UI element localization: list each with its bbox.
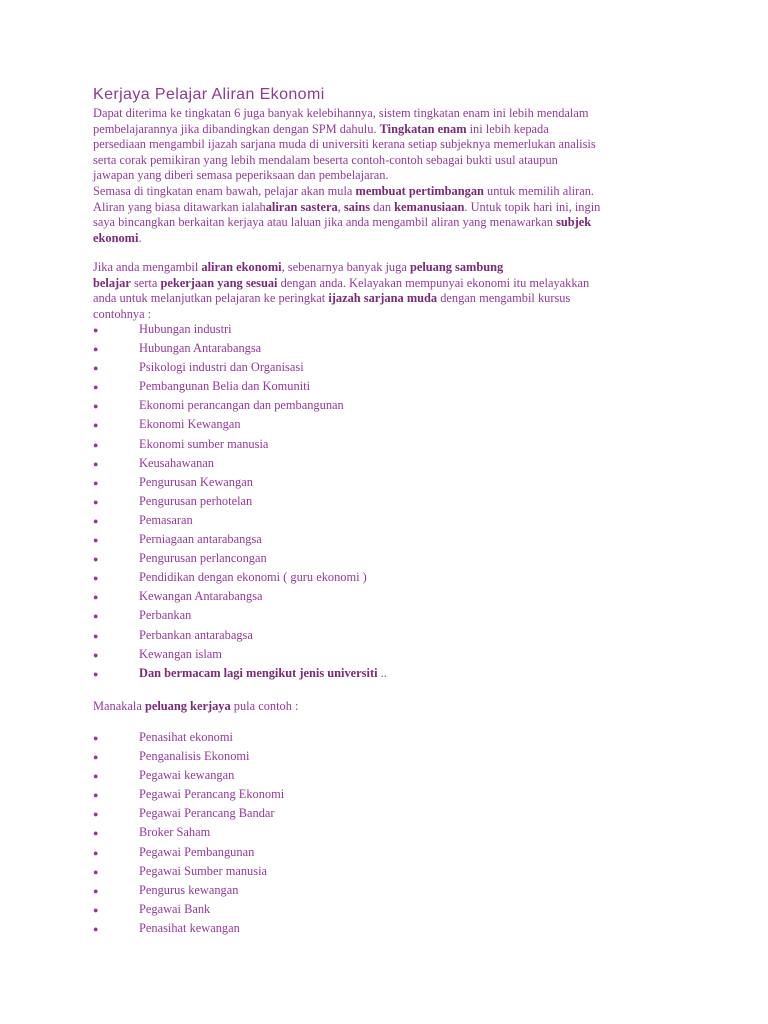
list-item-text: Ekonomi perancangan dan pembangunan xyxy=(139,398,344,413)
career-list xyxy=(93,728,284,938)
list-item xyxy=(93,587,387,606)
bullet-icon: ● xyxy=(93,752,99,763)
list-item xyxy=(93,881,284,900)
list-item xyxy=(93,626,387,645)
emphasis-text: kemanusiaan xyxy=(394,199,465,214)
body-text: dengan anda. Kelayakan mempunyai ekonomi itu melayakkan xyxy=(277,275,590,290)
bullet-icon: ● xyxy=(93,344,99,355)
page-title: Kerjaya Pelajar Aliran Ekonomi xyxy=(93,86,325,103)
bullet-icon: ● xyxy=(93,809,99,820)
list-item-text: Pegawai Perancang Ekonomi xyxy=(139,787,285,802)
course-list xyxy=(93,320,387,683)
list-item xyxy=(93,568,387,587)
body-text: Aliran yang biasa ditawarkan ialah xyxy=(93,199,266,214)
list-item-text: Pendidikan dengan ekonomi ( guru ekonomi ) xyxy=(139,570,367,585)
bullet-icon: ● xyxy=(93,325,99,335)
list-item-text: Ekonomi sumber manusia xyxy=(139,436,269,451)
bullet-icon: ● xyxy=(93,866,99,877)
list-item-text: Pegawai kewangan xyxy=(139,768,235,783)
bullet-icon: ● xyxy=(93,828,99,839)
body-text: pembelajarannya jika dibandingkan dengan SPM dahulu. xyxy=(93,121,380,136)
body-text: pula contoh : xyxy=(230,699,299,713)
list-item-text: Kewangan islam xyxy=(139,646,222,661)
list-item-text: Perbankan antarabagsa xyxy=(139,627,253,642)
emphasis-text: Tingkatan enam xyxy=(379,121,467,136)
list-item-text: Penganalisis Ekonomi xyxy=(139,749,250,764)
list-item xyxy=(93,804,284,823)
list-item-text: Perbankan xyxy=(139,608,192,623)
list-item-text: Kewangan Antarabangsa xyxy=(139,589,263,604)
list-item-text: Hubungan Antarabangsa xyxy=(139,341,262,356)
bullet-icon: ● xyxy=(93,496,99,507)
intro-paragraph xyxy=(93,106,600,246)
bullet-icon: ● xyxy=(93,923,99,934)
list-item xyxy=(93,862,284,881)
bullet-icon: ● xyxy=(93,611,99,622)
list-item-text: Ekonomi Kewangan xyxy=(139,417,241,432)
body-text: , sebenarnya banyak juga xyxy=(281,260,410,274)
bullet-icon: ● xyxy=(93,771,99,782)
body-text: Semasa di tingkatan enam bawah, pelajar akan mula xyxy=(93,183,356,198)
body-text: dan xyxy=(370,199,395,214)
list-item xyxy=(93,766,284,785)
list-item xyxy=(93,339,387,358)
list-item xyxy=(93,358,387,377)
bullet-icon: ● xyxy=(93,573,99,584)
list-item xyxy=(93,549,387,568)
bullet-icon: ● xyxy=(93,458,99,469)
body-text: untuk memilih aliran. xyxy=(483,183,595,198)
list-item xyxy=(93,919,284,938)
bullet-icon: ● xyxy=(93,592,99,603)
body-text: . xyxy=(138,230,142,245)
bullet-icon: ● xyxy=(93,439,99,450)
bullet-icon: ● xyxy=(93,382,99,393)
bullet-icon: ● xyxy=(93,668,99,679)
list-item-text: Pengurus kewangan xyxy=(139,882,239,897)
body-text: jawapan yang diberi semasa peperiksaan dan pembelajaran. xyxy=(93,168,389,183)
body-text: serta xyxy=(130,275,161,290)
body-text: Jika anda mengambil xyxy=(93,260,202,274)
list-item xyxy=(93,843,284,862)
list-item xyxy=(93,454,387,473)
list-item-text: Pengurusan perhotelan xyxy=(139,493,253,508)
bullet-icon: ● xyxy=(93,649,99,660)
list-item-text: Pegawai Pembangunan xyxy=(139,844,255,859)
list-item-text: Pengurusan Kewangan xyxy=(139,474,253,489)
list-item xyxy=(93,473,387,492)
list-item xyxy=(93,435,387,454)
list-item xyxy=(93,511,387,530)
body-text: Dapat diterima ke tingkatan 6 juga banyak kelebihannya, sistem tingkatan enam ini lebih mendalam xyxy=(93,106,589,120)
bullet-icon: ● xyxy=(93,790,99,801)
emphasis-text: membuat pertimbangan xyxy=(355,183,484,198)
list-item-text: Broker Saham xyxy=(139,825,211,840)
body-text: dengan mengambil kursus xyxy=(437,291,571,306)
list-item xyxy=(93,606,387,625)
list-item-text: Pengurusan perlancongan xyxy=(139,551,267,566)
list-item-text: Hubungan industri xyxy=(139,322,232,336)
bullet-icon: ● xyxy=(93,847,99,858)
emphasis-text: aliran ekonomi xyxy=(201,260,282,274)
bullet-icon: ● xyxy=(93,885,99,896)
list-item-text: Pegawai Bank xyxy=(139,901,211,916)
bullet-icon: ● xyxy=(93,363,99,374)
list-item xyxy=(93,900,284,919)
list-item xyxy=(93,530,387,549)
emphasis-text: aliran sastera xyxy=(265,199,338,214)
emphasis-text: belajar xyxy=(93,275,131,290)
list-item-suffix: .. xyxy=(377,665,387,680)
list-item-text: Perniagaan antarabangsa xyxy=(139,532,262,547)
bullet-icon: ● xyxy=(93,420,99,431)
bullet-icon: ● xyxy=(93,477,99,488)
list-item-text: Pegawai Sumber manusia xyxy=(139,863,268,878)
list-item xyxy=(93,785,284,804)
emphasis-text: peluang sambung xyxy=(409,260,504,274)
aliran-ekonomi-paragraph xyxy=(93,260,589,322)
body-text: persediaan mengambil ijazah sarjana muda di universiti kerana setiap subjeknya memerlukan analisis xyxy=(93,137,596,152)
body-text: Manakala xyxy=(93,699,145,713)
body-text: saya bincangkan berkaitan kerjaya atau laluan jika anda mengambil aliran yang menawarkan xyxy=(93,215,557,230)
list-item xyxy=(93,823,284,842)
body-text: ini lebih kepada xyxy=(466,121,549,136)
body-text: , xyxy=(337,199,344,214)
list-item-text: Pegawai Perancang Bandar xyxy=(139,806,275,821)
bullet-icon: ● xyxy=(93,733,99,743)
bullet-icon: ● xyxy=(93,630,99,641)
body-text: serta corak pemikiran yang lebih mendalam beserta contoh-contoh sebagai bukti usul ataupun xyxy=(93,152,558,167)
emphasis-text: peluang kerjaya xyxy=(144,699,231,713)
list-item xyxy=(93,645,387,664)
list-item xyxy=(93,377,387,396)
bullet-icon: ● xyxy=(93,515,99,526)
list-item-text: Dan bermacam lagi mengikut jenis universiti xyxy=(139,665,378,680)
list-item-text: Penasihat kewangan xyxy=(139,920,240,935)
list-item-text: Pembangunan Belia dan Komuniti xyxy=(139,379,311,394)
body-text: contohnya : xyxy=(93,306,152,321)
emphasis-text: ekonomi xyxy=(93,230,139,245)
bullet-icon: ● xyxy=(93,554,99,565)
list-item xyxy=(93,415,387,434)
bullet-icon: ● xyxy=(93,904,99,915)
emphasis-text: subjek xyxy=(556,215,592,230)
emphasis-text: pekerjaan yang sesuai xyxy=(160,275,278,290)
list-item xyxy=(93,396,387,415)
list-item-text: Penasihat ekonomi xyxy=(139,730,233,744)
list-item-text: Pemasaran xyxy=(139,512,193,527)
list-item-text: Psikologi industri dan Organisasi xyxy=(139,360,304,375)
list-item xyxy=(93,664,387,683)
body-text: anda untuk melanjutkan pelajaran ke peringkat xyxy=(93,291,329,306)
emphasis-text: ijazah sarjana muda xyxy=(328,291,438,306)
emphasis-text: sains xyxy=(343,199,371,214)
list-item xyxy=(93,728,284,747)
list-item xyxy=(93,320,387,339)
body-text: . Untuk topik hari ini, ingin xyxy=(464,199,601,214)
list-item-text: Keusahawanan xyxy=(139,455,214,470)
bullet-icon: ● xyxy=(93,401,99,412)
list-item xyxy=(93,492,387,511)
career-intro-paragraph xyxy=(93,699,298,715)
bullet-icon: ● xyxy=(93,535,99,546)
list-item xyxy=(93,747,284,766)
